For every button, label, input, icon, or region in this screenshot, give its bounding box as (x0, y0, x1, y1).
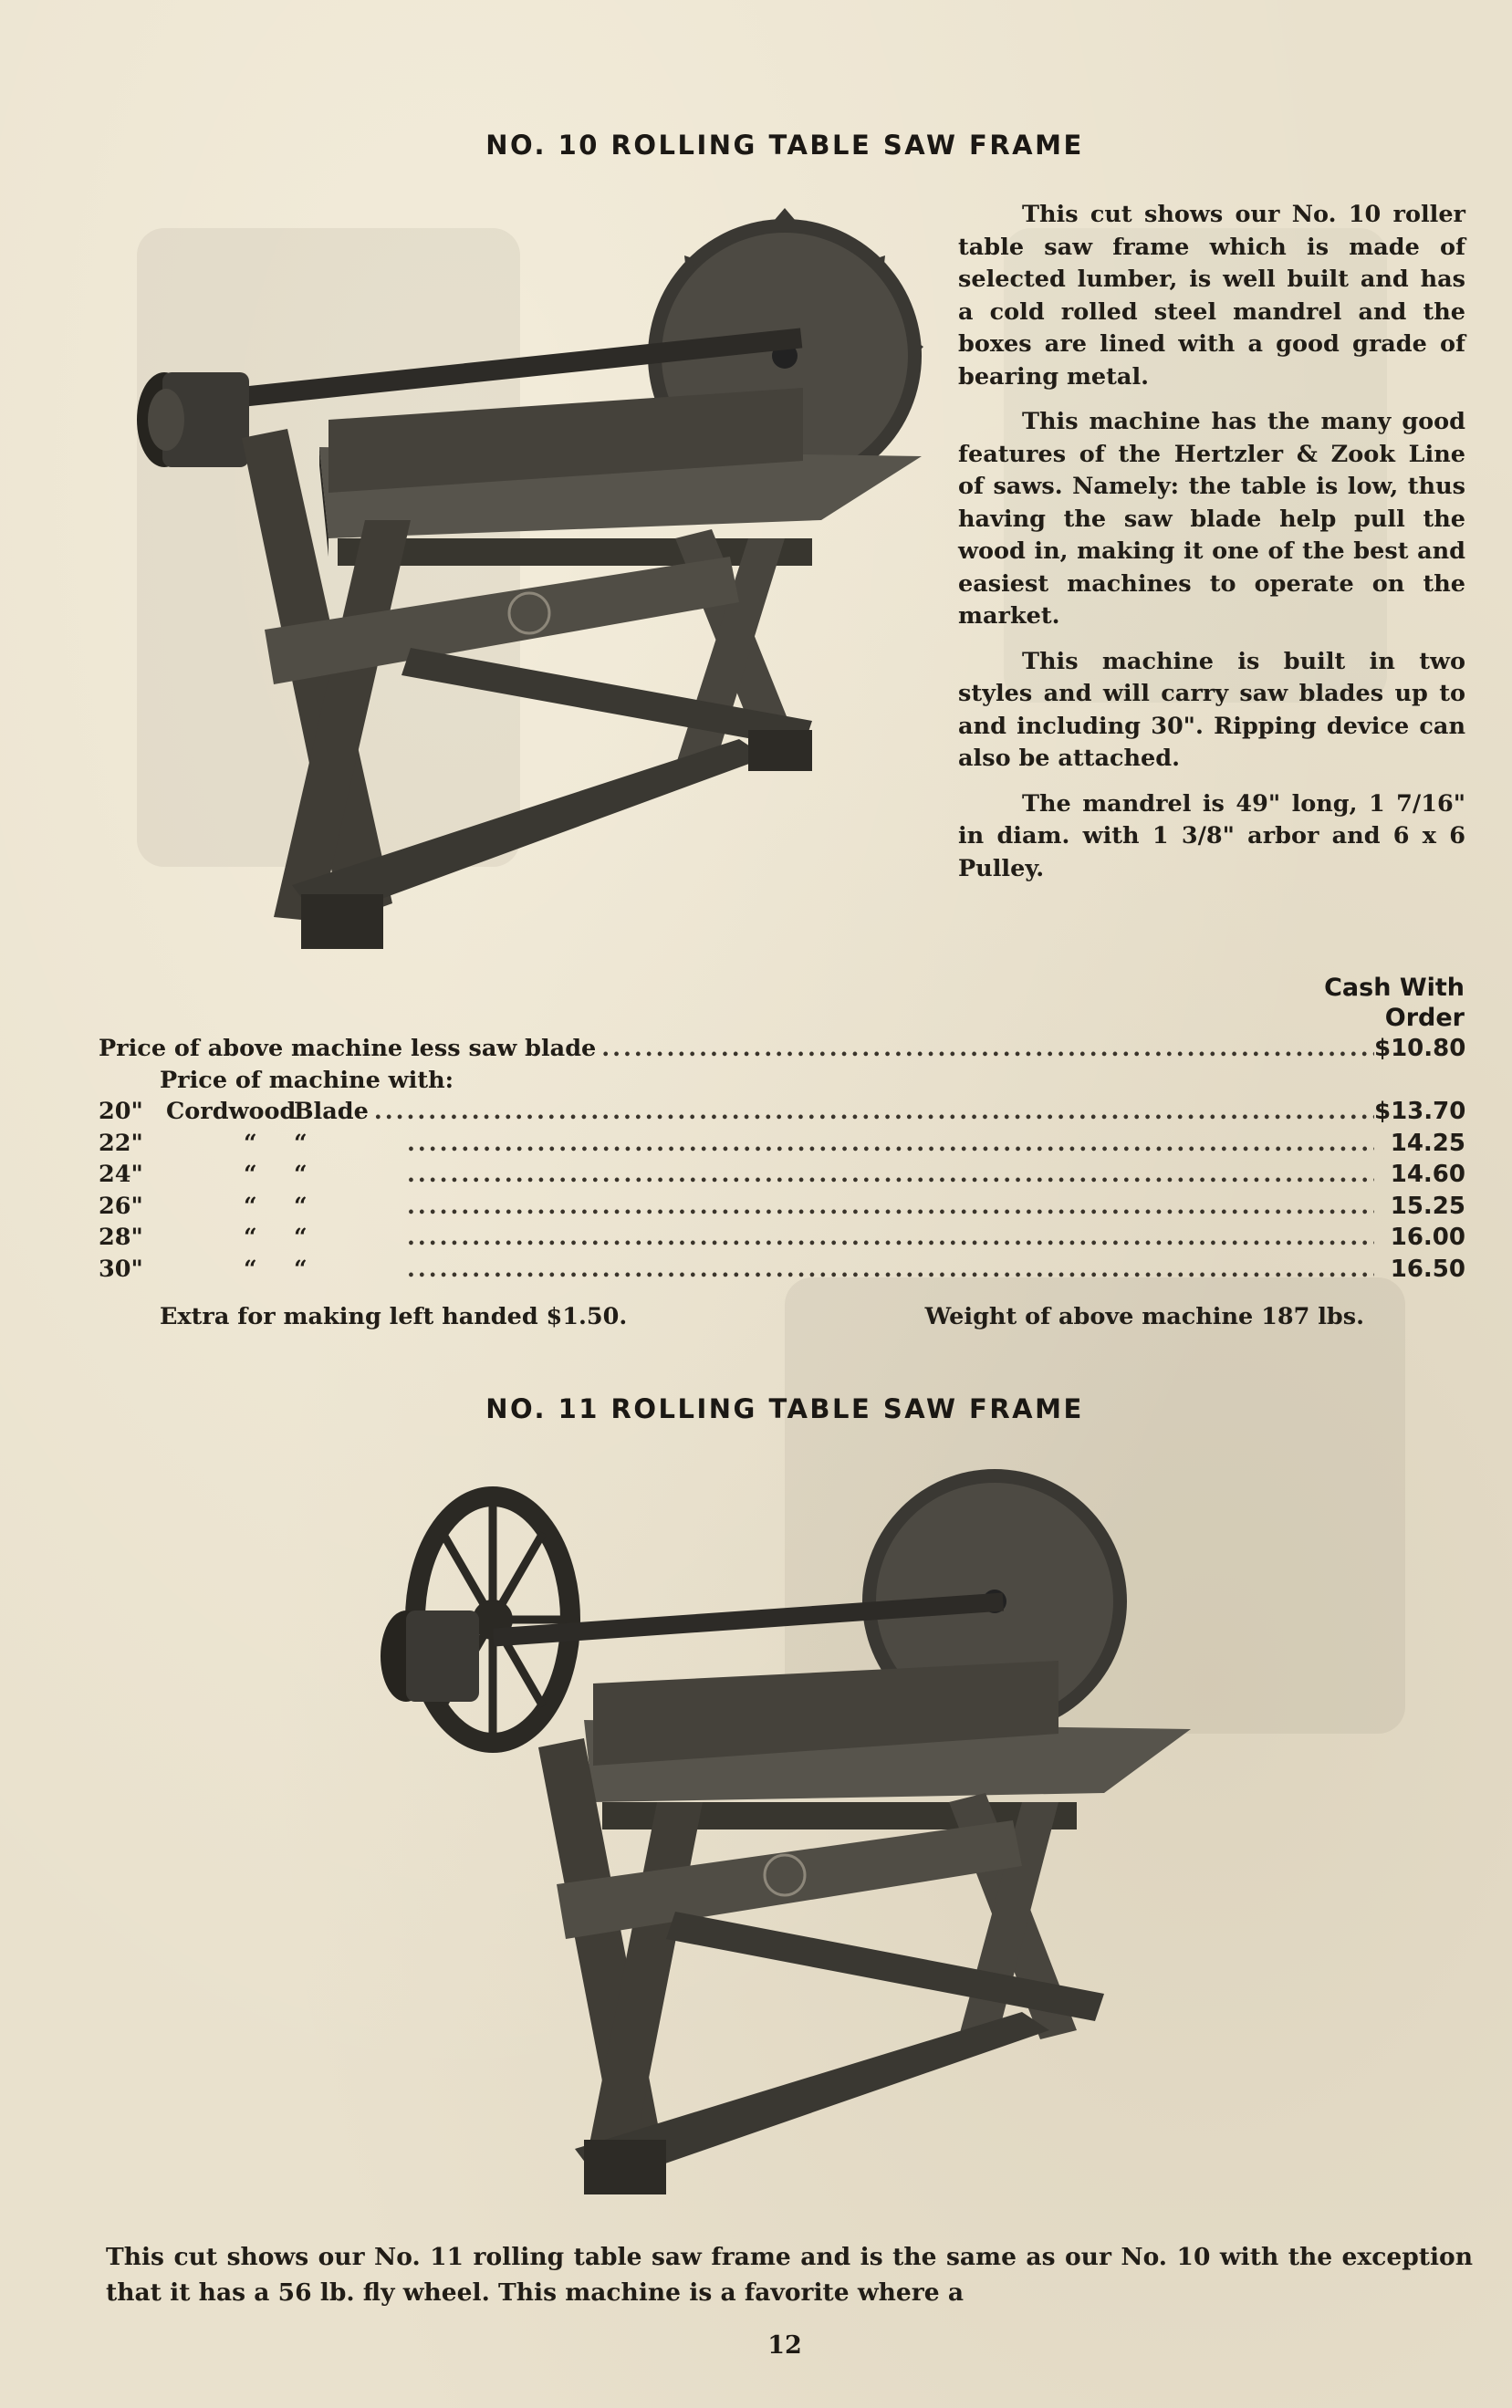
ditto-mark: “ (294, 1161, 308, 1188)
table-row (99, 1224, 1465, 1256)
dot-leader (401, 1224, 1374, 1251)
notes-row (160, 1303, 1364, 1330)
page-number: 12 (767, 2331, 802, 2360)
machine11-title: NO. 11 ROLLING TABLE SAW FRAME (485, 1393, 1084, 1424)
blade-type: Cordwood (166, 1098, 297, 1125)
row-price: 16.00 (1390, 1224, 1465, 1251)
table-row (99, 1193, 1465, 1225)
ditto-mark: “ (244, 1192, 257, 1220)
table-row (99, 1161, 1465, 1193)
row-price: 14.60 (1390, 1161, 1465, 1188)
description-paragraph: This machine has the many good features of the Hertzler & Zook Line of saws. Namely: the table is low, thus having the saw blade help pull the wood in, making it one of the best and easiest machines to operate on the market. (958, 408, 1465, 630)
table-row (99, 1098, 1465, 1130)
price-with-label-row (99, 1067, 1465, 1099)
ditto-mark: “ (244, 1255, 257, 1283)
price-label: Price of above machine less saw blade (99, 1035, 597, 1062)
ditto-mark: “ (294, 1255, 308, 1283)
dot-leader (596, 1035, 1374, 1062)
description-paragraph: This machine is built in two styles and will carry saw blades up to and including 30". Ripping device can also be attached. (958, 647, 1465, 772)
cash-with-order-header (1324, 973, 1465, 1033)
cash-header-line: Cash With (1324, 974, 1465, 1002)
price-value: $10.80 (1374, 1035, 1466, 1062)
dot-leader (369, 1098, 1374, 1125)
with-label: Price of machine with: (160, 1066, 454, 1094)
blade-size: 22" (99, 1129, 143, 1157)
description-paragraph: This cut shows our No. 10 roller table saw frame which is made of selected lumber, is well built and has a cold rolled steel mandrel and the boxes are lined with a good grade of bearing metal. (958, 201, 1465, 391)
ditto-mark: “ (294, 1224, 308, 1251)
table-row (99, 1130, 1465, 1162)
blade-word: Blade (294, 1098, 369, 1125)
description-paragraph: The mandrel is 49" long, 1 7/16" in diam. with 1 3/8" arbor and 6 x 6 Pulley. (958, 789, 1465, 882)
dot-leader (401, 1161, 1374, 1188)
row-price: 16.50 (1390, 1255, 1465, 1283)
table-row (99, 1256, 1465, 1287)
row-price: 14.25 (1390, 1129, 1465, 1157)
price-row-base (99, 1035, 1465, 1067)
row-price: $13.70 (1374, 1098, 1466, 1125)
row-price: 15.25 (1390, 1192, 1465, 1220)
machine10-illustration (109, 192, 931, 976)
machine10-title: NO. 10 ROLLING TABLE SAW FRAME (485, 130, 1084, 161)
blade-size: 28" (99, 1224, 143, 1251)
machine11-illustration (356, 1446, 1204, 2222)
left-handed-note: Extra for making left handed $1.50. (160, 1303, 628, 1330)
ditto-mark: “ (294, 1129, 308, 1157)
ditto-mark: “ (244, 1161, 257, 1188)
price-table (99, 1035, 1465, 1287)
blade-size: 30" (99, 1255, 143, 1283)
ditto-mark: “ (294, 1192, 308, 1220)
machine11-description: This cut shows our No. 11 rolling table saw frame and is the same as our No. 10 with the exception that it has a 56 lb. fly wheel. This machine is a favorite where a (106, 2243, 1473, 2307)
blade-size: 24" (99, 1161, 143, 1188)
ditto-mark: “ (244, 1129, 257, 1157)
dot-leader (401, 1130, 1374, 1157)
weight-note: Weight of above machine 187 lbs. (924, 1303, 1364, 1330)
machine10-description (958, 199, 1465, 898)
dot-leader (401, 1256, 1374, 1283)
ditto-mark: “ (244, 1224, 257, 1251)
dot-leader (401, 1193, 1374, 1220)
blade-size: 26" (99, 1192, 143, 1220)
cash-header-line: Order (1384, 1004, 1465, 1032)
blade-size: 20" (99, 1098, 143, 1125)
